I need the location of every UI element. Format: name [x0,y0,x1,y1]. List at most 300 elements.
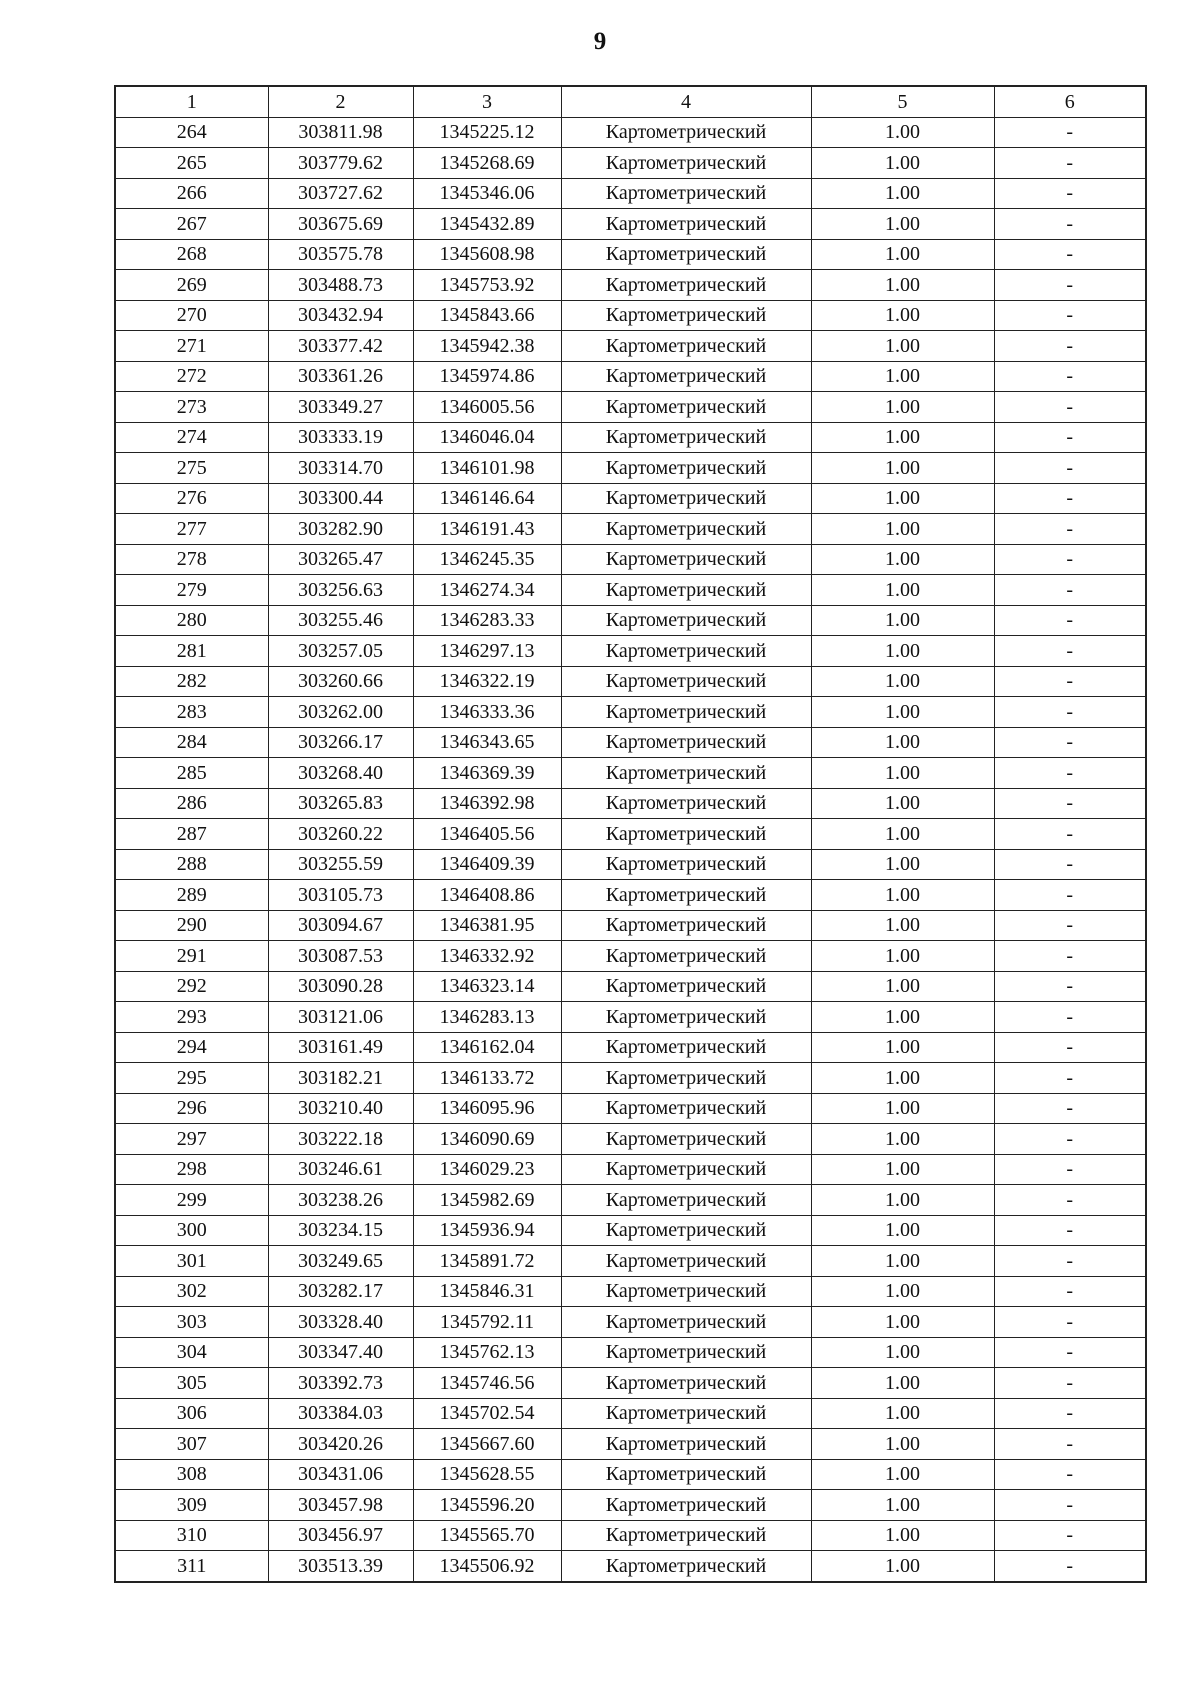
description-cell: - [994,971,1146,1002]
x-coordinate-cell: 303727.62 [268,178,413,209]
method-cell: Картометрический [561,1002,811,1033]
description-cell: - [994,1459,1146,1490]
description-cell: - [994,788,1146,819]
table-row [115,1307,1146,1338]
method-cell: Картометрический [561,300,811,331]
point-number-cell: 299 [115,1185,268,1216]
point-number-cell: 270 [115,300,268,331]
accuracy-cell: 1.00 [811,544,994,575]
point-number-cell: 274 [115,422,268,453]
method-cell: Картометрический [561,971,811,1002]
x-coordinate-cell: 303314.70 [268,453,413,484]
method-cell: Картометрический [561,758,811,789]
point-number-cell: 304 [115,1337,268,1368]
table-row [115,544,1146,575]
method-cell: Картометрический [561,1307,811,1338]
accuracy-cell: 1.00 [811,1551,994,1582]
accuracy-cell: 1.00 [811,910,994,941]
x-coordinate-cell: 303255.46 [268,605,413,636]
y-coordinate-cell: 1345506.92 [413,1551,561,1582]
point-number-cell: 283 [115,697,268,728]
y-coordinate-cell: 1345974.86 [413,361,561,392]
y-coordinate-cell: 1345846.31 [413,1276,561,1307]
description-cell: - [994,1063,1146,1094]
method-cell: Картометрический [561,1246,811,1277]
method-cell: Картометрический [561,666,811,697]
table-row [115,666,1146,697]
accuracy-cell: 1.00 [811,483,994,514]
description-cell: - [994,239,1146,270]
method-cell: Картометрический [561,605,811,636]
description-cell: - [994,392,1146,423]
point-number-cell: 311 [115,1551,268,1582]
column-header: 5 [811,86,994,117]
method-cell: Картометрический [561,270,811,301]
point-number-cell: 279 [115,575,268,606]
accuracy-cell: 1.00 [811,1276,994,1307]
x-coordinate-cell: 303257.05 [268,636,413,667]
x-coordinate-cell: 303420.26 [268,1429,413,1460]
table-row [115,575,1146,606]
description-cell: - [994,1124,1146,1155]
x-coordinate-cell: 303575.78 [268,239,413,270]
y-coordinate-cell: 1346332.92 [413,941,561,972]
table-row [115,1520,1146,1551]
y-coordinate-cell: 1346191.43 [413,514,561,545]
y-coordinate-cell: 1346101.98 [413,453,561,484]
accuracy-cell: 1.00 [811,1337,994,1368]
table-row [115,1276,1146,1307]
description-cell: - [994,636,1146,667]
method-cell: Картометрический [561,788,811,819]
table-row [115,1124,1146,1155]
method-cell: Картометрический [561,727,811,758]
point-number-cell: 286 [115,788,268,819]
x-coordinate-cell: 303234.15 [268,1215,413,1246]
point-number-cell: 309 [115,1490,268,1521]
table-row [115,117,1146,148]
method-cell: Картометрический [561,636,811,667]
x-coordinate-cell: 303222.18 [268,1124,413,1155]
method-cell: Картометрический [561,880,811,911]
table-body [115,117,1146,1582]
description-cell: - [994,1551,1146,1582]
table-row [115,758,1146,789]
table-row [115,1093,1146,1124]
table-row [115,1398,1146,1429]
description-cell: - [994,849,1146,880]
description-cell: - [994,117,1146,148]
accuracy-cell: 1.00 [811,209,994,240]
accuracy-cell: 1.00 [811,788,994,819]
point-number-cell: 295 [115,1063,268,1094]
method-cell: Картометрический [561,849,811,880]
column-header: 1 [115,86,268,117]
description-cell: - [994,605,1146,636]
description-cell: - [994,1398,1146,1429]
column-header: 4 [561,86,811,117]
method-cell: Картометрический [561,422,811,453]
y-coordinate-cell: 1346090.69 [413,1124,561,1155]
point-number-cell: 302 [115,1276,268,1307]
description-cell: - [994,453,1146,484]
x-coordinate-cell: 303349.27 [268,392,413,423]
accuracy-cell: 1.00 [811,422,994,453]
x-coordinate-cell: 303105.73 [268,880,413,911]
table-row [115,1459,1146,1490]
y-coordinate-cell: 1345891.72 [413,1246,561,1277]
table-row [115,270,1146,301]
method-cell: Картометрический [561,239,811,270]
description-cell: - [994,727,1146,758]
x-coordinate-cell: 303457.98 [268,1490,413,1521]
method-cell: Картометрический [561,910,811,941]
method-cell: Картометрический [561,544,811,575]
x-coordinate-cell: 303675.69 [268,209,413,240]
table-row [115,727,1146,758]
x-coordinate-cell: 303811.98 [268,117,413,148]
y-coordinate-cell: 1345843.66 [413,300,561,331]
point-number-cell: 305 [115,1368,268,1399]
point-number-cell: 285 [115,758,268,789]
method-cell: Картометрический [561,361,811,392]
point-number-cell: 307 [115,1429,268,1460]
point-number-cell: 266 [115,178,268,209]
point-number-cell: 264 [115,117,268,148]
method-cell: Картометрический [561,483,811,514]
x-coordinate-cell: 303779.62 [268,148,413,179]
x-coordinate-cell: 303121.06 [268,1002,413,1033]
description-cell: - [994,1520,1146,1551]
accuracy-cell: 1.00 [811,636,994,667]
x-coordinate-cell: 303328.40 [268,1307,413,1338]
description-cell: - [994,575,1146,606]
table-row [115,483,1146,514]
y-coordinate-cell: 1346409.39 [413,849,561,880]
x-coordinate-cell: 303161.49 [268,1032,413,1063]
accuracy-cell: 1.00 [811,971,994,1002]
table-row [115,1429,1146,1460]
y-coordinate-cell: 1346005.56 [413,392,561,423]
method-cell: Картометрический [561,1520,811,1551]
y-coordinate-cell: 1346408.86 [413,880,561,911]
x-coordinate-cell: 303513.39 [268,1551,413,1582]
accuracy-cell: 1.00 [811,1185,994,1216]
point-number-cell: 296 [115,1093,268,1124]
table-row [115,1032,1146,1063]
description-cell: - [994,1429,1146,1460]
y-coordinate-cell: 1345432.89 [413,209,561,240]
description-cell: - [994,697,1146,728]
x-coordinate-cell: 303255.59 [268,849,413,880]
table-row [115,1002,1146,1033]
table-row [115,1154,1146,1185]
point-number-cell: 292 [115,971,268,1002]
y-coordinate-cell: 1346029.23 [413,1154,561,1185]
y-coordinate-cell: 1346046.04 [413,422,561,453]
method-cell: Картометрический [561,1398,811,1429]
point-number-cell: 276 [115,483,268,514]
y-coordinate-cell: 1346405.56 [413,819,561,850]
accuracy-cell: 1.00 [811,117,994,148]
point-number-cell: 297 [115,1124,268,1155]
x-coordinate-cell: 303282.90 [268,514,413,545]
y-coordinate-cell: 1345702.54 [413,1398,561,1429]
accuracy-cell: 1.00 [811,880,994,911]
table-row [115,819,1146,850]
y-coordinate-cell: 1346095.96 [413,1093,561,1124]
y-coordinate-cell: 1346323.14 [413,971,561,1002]
accuracy-cell: 1.00 [811,1459,994,1490]
method-cell: Картометрический [561,331,811,362]
x-coordinate-cell: 303333.19 [268,422,413,453]
method-cell: Картометрический [561,1154,811,1185]
description-cell: - [994,1185,1146,1216]
method-cell: Картометрический [561,453,811,484]
description-cell: - [994,1276,1146,1307]
table-row [115,1063,1146,1094]
table-row [115,1551,1146,1582]
y-coordinate-cell: 1345346.06 [413,178,561,209]
y-coordinate-cell: 1346343.65 [413,727,561,758]
table-row [115,148,1146,179]
method-cell: Картометрический [561,1215,811,1246]
method-cell: Картометрический [561,1093,811,1124]
table-row [115,453,1146,484]
y-coordinate-cell: 1345792.11 [413,1307,561,1338]
x-coordinate-cell: 303300.44 [268,483,413,514]
point-number-cell: 291 [115,941,268,972]
y-coordinate-cell: 1345667.60 [413,1429,561,1460]
accuracy-cell: 1.00 [811,514,994,545]
y-coordinate-cell: 1346133.72 [413,1063,561,1094]
method-cell: Картометрический [561,1551,811,1582]
y-coordinate-cell: 1345942.38 [413,331,561,362]
point-number-cell: 278 [115,544,268,575]
accuracy-cell: 1.00 [811,361,994,392]
description-cell: - [994,880,1146,911]
method-cell: Картометрический [561,178,811,209]
point-number-cell: 308 [115,1459,268,1490]
accuracy-cell: 1.00 [811,453,994,484]
accuracy-cell: 1.00 [811,819,994,850]
table-row [115,361,1146,392]
x-coordinate-cell: 303268.40 [268,758,413,789]
accuracy-cell: 1.00 [811,666,994,697]
description-cell: - [994,422,1146,453]
table-row [115,605,1146,636]
y-coordinate-cell: 1345596.20 [413,1490,561,1521]
description-cell: - [994,666,1146,697]
y-coordinate-cell: 1345268.69 [413,148,561,179]
x-coordinate-cell: 303260.22 [268,819,413,850]
accuracy-cell: 1.00 [811,178,994,209]
accuracy-cell: 1.00 [811,300,994,331]
x-coordinate-cell: 303431.06 [268,1459,413,1490]
accuracy-cell: 1.00 [811,1154,994,1185]
x-coordinate-cell: 303384.03 [268,1398,413,1429]
x-coordinate-cell: 303238.26 [268,1185,413,1216]
method-cell: Картометрический [561,697,811,728]
method-cell: Картометрический [561,1368,811,1399]
column-header: 2 [268,86,413,117]
x-coordinate-cell: 303265.83 [268,788,413,819]
description-cell: - [994,148,1146,179]
description-cell: - [994,331,1146,362]
point-number-cell: 271 [115,331,268,362]
y-coordinate-cell: 1346369.39 [413,758,561,789]
description-cell: - [994,1307,1146,1338]
method-cell: Картометрический [561,941,811,972]
point-number-cell: 289 [115,880,268,911]
description-cell: - [994,1246,1146,1277]
point-number-cell: 272 [115,361,268,392]
table-row [115,1490,1146,1521]
y-coordinate-cell: 1345753.92 [413,270,561,301]
table-row [115,880,1146,911]
y-coordinate-cell: 1346392.98 [413,788,561,819]
x-coordinate-cell: 303361.26 [268,361,413,392]
accuracy-cell: 1.00 [811,392,994,423]
point-number-cell: 294 [115,1032,268,1063]
accuracy-cell: 1.00 [811,1429,994,1460]
accuracy-cell: 1.00 [811,1002,994,1033]
accuracy-cell: 1.00 [811,941,994,972]
y-coordinate-cell: 1345936.94 [413,1215,561,1246]
point-number-cell: 303 [115,1307,268,1338]
y-coordinate-cell: 1346162.04 [413,1032,561,1063]
x-coordinate-cell: 303260.66 [268,666,413,697]
y-coordinate-cell: 1346283.13 [413,1002,561,1033]
description-cell: - [994,1215,1146,1246]
y-coordinate-cell: 1346333.36 [413,697,561,728]
point-number-cell: 269 [115,270,268,301]
method-cell: Картометрический [561,575,811,606]
method-cell: Картометрический [561,209,811,240]
x-coordinate-cell: 303456.97 [268,1520,413,1551]
y-coordinate-cell: 1345225.12 [413,117,561,148]
method-cell: Картометрический [561,1185,811,1216]
method-cell: Картометрический [561,117,811,148]
method-cell: Картометрический [561,1429,811,1460]
method-cell: Картометрический [561,1276,811,1307]
point-number-cell: 306 [115,1398,268,1429]
accuracy-cell: 1.00 [811,727,994,758]
description-cell: - [994,178,1146,209]
description-cell: - [994,941,1146,972]
accuracy-cell: 1.00 [811,849,994,880]
table-row [115,422,1146,453]
method-cell: Картометрический [561,1032,811,1063]
table-row [115,1368,1146,1399]
y-coordinate-cell: 1346146.64 [413,483,561,514]
method-cell: Картометрический [561,1490,811,1521]
accuracy-cell: 1.00 [811,270,994,301]
page-number: 9 [593,28,607,55]
point-number-cell: 273 [115,392,268,423]
y-coordinate-cell: 1345746.56 [413,1368,561,1399]
accuracy-cell: 1.00 [811,697,994,728]
x-coordinate-cell: 303377.42 [268,331,413,362]
description-cell: - [994,1368,1146,1399]
description-cell: - [994,910,1146,941]
x-coordinate-cell: 303256.63 [268,575,413,606]
description-cell: - [994,1337,1146,1368]
table-row [115,1337,1146,1368]
accuracy-cell: 1.00 [811,1093,994,1124]
table-row [115,514,1146,545]
method-cell: Картометрический [561,148,811,179]
description-cell: - [994,514,1146,545]
point-number-cell: 282 [115,666,268,697]
y-coordinate-cell: 1346245.35 [413,544,561,575]
table-row [115,849,1146,880]
method-cell: Картометрический [561,1459,811,1490]
point-number-cell: 284 [115,727,268,758]
x-coordinate-cell: 303392.73 [268,1368,413,1399]
accuracy-cell: 1.00 [811,1124,994,1155]
y-coordinate-cell: 1346274.34 [413,575,561,606]
accuracy-cell: 1.00 [811,1215,994,1246]
x-coordinate-cell: 303087.53 [268,941,413,972]
accuracy-cell: 1.00 [811,331,994,362]
table-row [115,941,1146,972]
x-coordinate-cell: 303266.17 [268,727,413,758]
method-cell: Картометрический [561,1124,811,1155]
method-cell: Картометрический [561,514,811,545]
accuracy-cell: 1.00 [811,575,994,606]
method-cell: Картометрический [561,392,811,423]
description-cell: - [994,1154,1146,1185]
table-header [115,86,1146,117]
y-coordinate-cell: 1345982.69 [413,1185,561,1216]
method-cell: Картометрический [561,819,811,850]
table-row [115,697,1146,728]
description-cell: - [994,544,1146,575]
accuracy-cell: 1.00 [811,1307,994,1338]
y-coordinate-cell: 1346322.19 [413,666,561,697]
table-row [115,239,1146,270]
column-header: 3 [413,86,561,117]
point-number-cell: 268 [115,239,268,270]
point-number-cell: 310 [115,1520,268,1551]
accuracy-cell: 1.00 [811,1368,994,1399]
x-coordinate-cell: 303210.40 [268,1093,413,1124]
description-cell: - [994,1002,1146,1033]
column-header: 6 [994,86,1146,117]
x-coordinate-cell: 303249.65 [268,1246,413,1277]
method-cell: Картометрический [561,1063,811,1094]
y-coordinate-cell: 1345608.98 [413,239,561,270]
x-coordinate-cell: 303094.67 [268,910,413,941]
point-number-cell: 280 [115,605,268,636]
header-row [115,86,1146,117]
accuracy-cell: 1.00 [811,1520,994,1551]
table-row [115,1246,1146,1277]
x-coordinate-cell: 303432.94 [268,300,413,331]
accuracy-cell: 1.00 [811,1063,994,1094]
description-cell: - [994,361,1146,392]
table-row [115,788,1146,819]
description-cell: - [994,300,1146,331]
point-number-cell: 287 [115,819,268,850]
point-number-cell: 275 [115,453,268,484]
accuracy-cell: 1.00 [811,1032,994,1063]
coordinates-table [114,85,1147,1583]
x-coordinate-cell: 303265.47 [268,544,413,575]
x-coordinate-cell: 303246.61 [268,1154,413,1185]
description-cell: - [994,819,1146,850]
